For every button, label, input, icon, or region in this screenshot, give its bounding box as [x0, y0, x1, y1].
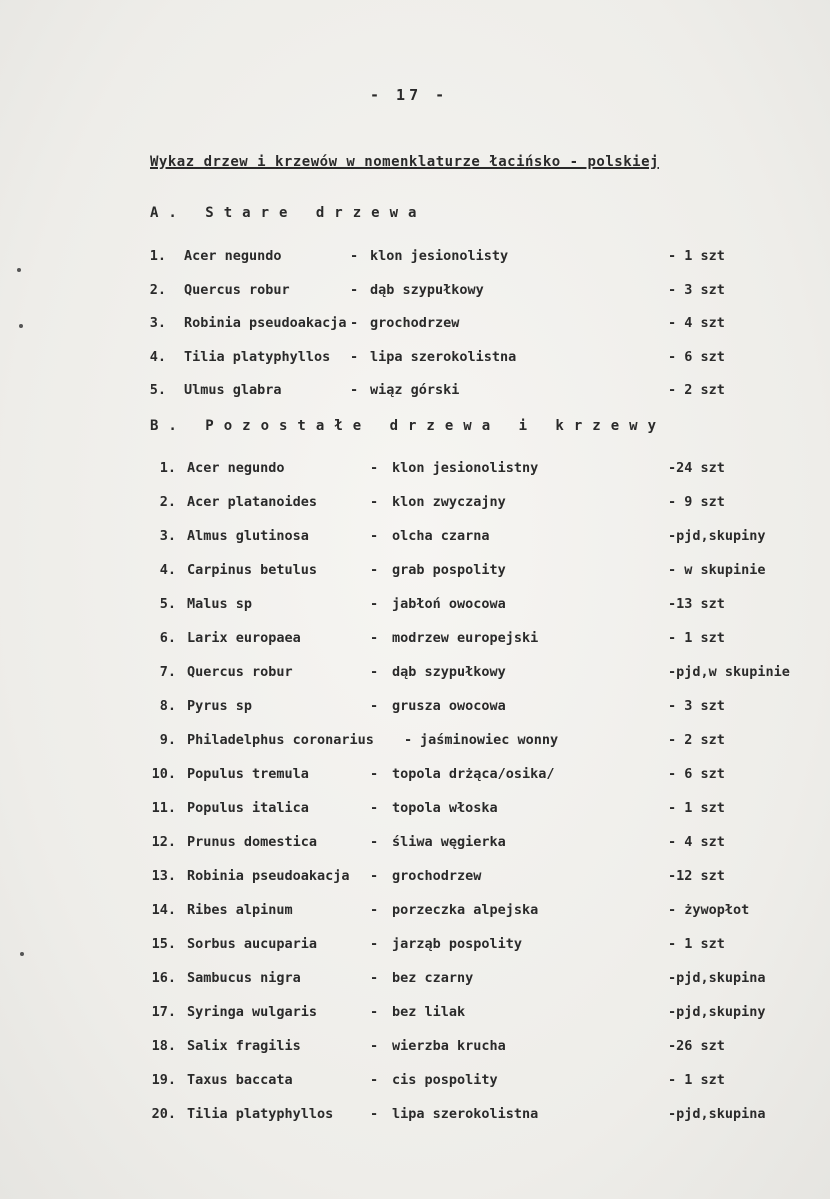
page-number: - 17 - — [370, 86, 449, 104]
list-item — [0, 698, 830, 720]
list-item — [0, 800, 830, 822]
separator: - — [404, 732, 413, 748]
quantity: - 6 szt — [668, 348, 725, 365]
latin-name: Sambucus nigra — [187, 970, 301, 986]
polish-name: modrzew europejski — [392, 630, 539, 646]
list-item — [0, 282, 830, 304]
quantity: -pjd,w skupinie — [668, 664, 790, 680]
separator: - — [350, 281, 359, 298]
list-item — [0, 382, 830, 404]
polish-name: topola włoska — [392, 800, 498, 816]
polish-name: dąb szypułkowy — [392, 664, 506, 680]
list-item — [0, 664, 830, 686]
separator: - — [350, 348, 359, 365]
quantity: -13 szt — [668, 596, 725, 612]
latin-name: Populus italica — [187, 800, 309, 816]
separator: - — [370, 1038, 379, 1054]
list-item — [0, 596, 830, 618]
separator: - — [350, 248, 359, 264]
item-number: 16. — [151, 970, 176, 986]
latin-name: Philadelphus coronarius — [187, 732, 374, 748]
item-number: 1. — [159, 460, 176, 476]
separator: - — [370, 494, 379, 510]
separator: - — [370, 698, 379, 714]
polish-name: cis pospolity — [392, 1072, 498, 1088]
quantity: - 3 szt — [668, 281, 725, 298]
polish-name: wierzba krucha — [392, 1038, 506, 1054]
quantity: -pjd,skupina — [668, 970, 766, 986]
latin-name: Robinia pseudoakacja — [187, 868, 350, 884]
polish-name: lipa szerokolistna — [392, 1106, 539, 1122]
list-item — [0, 315, 830, 337]
margin-mark — [19, 324, 23, 328]
item-number: 5. — [159, 596, 176, 612]
list-item — [0, 460, 830, 482]
item-number: 7. — [159, 664, 176, 680]
separator: - — [370, 800, 379, 816]
latin-name: Taxus baccata — [187, 1072, 293, 1088]
item-number: 11. — [151, 800, 176, 816]
separator: - — [370, 936, 379, 952]
quantity: -pjd,skupina — [668, 1106, 766, 1122]
list-item — [0, 562, 830, 584]
polish-name: grab pospolity — [392, 562, 506, 578]
separator: - — [370, 1004, 379, 1020]
item-number: 15. — [151, 936, 176, 952]
quantity: -12 szt — [668, 868, 725, 884]
polish-name: wiąz górski — [370, 382, 460, 398]
separator: - — [370, 460, 379, 476]
latin-name: Quercus robur — [187, 664, 293, 680]
item-number: 14. — [151, 902, 176, 918]
latin-name: Pyrus sp — [187, 698, 253, 714]
quantity: - 2 szt — [668, 382, 725, 398]
item-number: 6. — [159, 630, 176, 646]
separator: - — [370, 562, 379, 578]
list-item — [0, 732, 830, 754]
polish-name: dąb szypułkowy — [370, 281, 484, 298]
item-number: 8. — [159, 698, 176, 714]
item-number: 3. — [159, 528, 176, 544]
quantity: -24 szt — [668, 460, 725, 476]
separator: - — [370, 902, 379, 918]
latin-name: Tilia platyphyllos — [187, 1106, 334, 1122]
polish-name: topola drżąca/osika/ — [392, 766, 555, 782]
item-number: 17. — [151, 1004, 176, 1020]
separator: - — [370, 630, 379, 646]
item-number: 4. — [149, 348, 166, 365]
polish-name: lipa szerokolistna — [370, 348, 517, 365]
list-item — [0, 766, 830, 788]
latin-name: Acer negundo — [187, 460, 285, 476]
polish-name: grochodrzew — [370, 315, 460, 331]
item-number: 2. — [149, 281, 166, 298]
latin-name: Larix europaea — [187, 630, 301, 646]
item-number: 20. — [151, 1106, 176, 1122]
latin-name: Populus tremula — [187, 766, 309, 782]
quantity: -pjd,skupiny — [668, 1004, 766, 1020]
quantity: - 2 szt — [668, 732, 725, 748]
separator: - — [350, 382, 359, 398]
item-number: 5. — [149, 382, 166, 398]
margin-mark — [17, 268, 21, 272]
separator: - — [350, 315, 359, 331]
section-b-heading: B. Pozostałe drzewa i krzewy — [150, 418, 667, 434]
latin-name: Sorbus aucuparia — [187, 936, 318, 952]
separator: - — [370, 528, 379, 544]
polish-name: bez lilak — [392, 1004, 466, 1020]
list-item — [0, 970, 830, 992]
polish-name: śliwa węgierka — [392, 834, 506, 850]
polish-name: klon zwyczajny — [392, 494, 506, 510]
separator: - — [370, 1072, 379, 1088]
item-number: 1. — [149, 248, 166, 264]
polish-name: olcha czarna — [392, 528, 490, 544]
latin-name: Acer platanoides — [187, 494, 318, 510]
item-number: 4. — [159, 562, 176, 578]
quantity: - 1 szt — [668, 630, 725, 646]
polish-name: klon jesionolistny — [392, 460, 539, 476]
list-item — [0, 902, 830, 924]
polish-name: grochodrzew — [392, 868, 482, 884]
latin-name: Carpinus betulus — [187, 562, 318, 578]
latin-name: Syringa wulgaris — [187, 1004, 318, 1020]
latin-name: Ribes alpinum — [187, 902, 293, 918]
item-number: 10. — [151, 766, 176, 782]
list-item — [0, 630, 830, 652]
latin-name: Ulmus glabra — [184, 382, 282, 398]
polish-name: klon jesionolisty — [370, 248, 509, 264]
list-item — [0, 248, 830, 270]
list-item — [0, 936, 830, 958]
quantity: - 4 szt — [668, 315, 725, 331]
item-number: 9. — [159, 732, 176, 748]
polish-name: bez czarny — [392, 970, 474, 986]
latin-name: Malus sp — [187, 596, 253, 612]
quantity: -pjd,skupiny — [668, 528, 766, 544]
separator: - — [370, 868, 379, 884]
polish-name: jaśminowiec wonny — [420, 732, 559, 748]
list-item — [0, 528, 830, 550]
list-item — [0, 868, 830, 890]
polish-name: porzeczka alpejska — [392, 902, 539, 918]
item-number: 13. — [151, 868, 176, 884]
latin-name: Salix fragilis — [187, 1038, 301, 1054]
margin-mark — [20, 952, 24, 956]
quantity: - 1 szt — [668, 800, 725, 816]
polish-name: grusza owocowa — [392, 698, 506, 714]
polish-name: jabłoń owocowa — [392, 596, 506, 612]
list-item — [0, 834, 830, 856]
item-number: 2. — [159, 494, 176, 510]
section-a-heading: A. Stare drzewa — [150, 205, 427, 221]
separator: - — [370, 834, 379, 850]
separator: - — [370, 596, 379, 612]
latin-name: Prunus domestica — [187, 834, 318, 850]
quantity: - 6 szt — [668, 766, 725, 782]
latin-name: Acer negundo — [184, 248, 282, 264]
quantity: - 4 szt — [668, 834, 725, 850]
quantity: - 9 szt — [668, 494, 725, 510]
list-item — [0, 1038, 830, 1060]
quantity: - 3 szt — [668, 698, 725, 714]
polish-name: jarząb pospolity — [392, 936, 523, 952]
latin-name: Almus glutinosa — [187, 528, 309, 544]
quantity: - 1 szt — [668, 1072, 725, 1088]
list-item — [0, 1004, 830, 1026]
separator: - — [370, 766, 379, 782]
list-item — [0, 494, 830, 516]
latin-name: Quercus robur — [184, 281, 290, 298]
quantity: - w skupinie — [668, 562, 766, 578]
separator: - — [370, 1106, 379, 1122]
item-number: 3. — [149, 315, 166, 331]
quantity: - 1 szt — [668, 936, 725, 952]
document-title: Wykaz drzew i krzewów w nomenklaturze łacińsko - polskiej — [150, 154, 659, 170]
list-item — [0, 349, 830, 371]
list-item — [0, 1106, 830, 1128]
quantity: -26 szt — [668, 1038, 725, 1054]
quantity: - żywopłot — [668, 902, 750, 918]
latin-name: Robinia pseudoakacja — [184, 315, 347, 331]
quantity: - 1 szt — [668, 248, 725, 264]
item-number: 12. — [151, 834, 176, 850]
list-item — [0, 1072, 830, 1094]
latin-name: Tilia platyphyllos — [184, 348, 331, 365]
item-number: 18. — [151, 1038, 176, 1054]
separator: - — [370, 970, 379, 986]
separator: - — [370, 664, 379, 680]
item-number: 19. — [151, 1072, 176, 1088]
